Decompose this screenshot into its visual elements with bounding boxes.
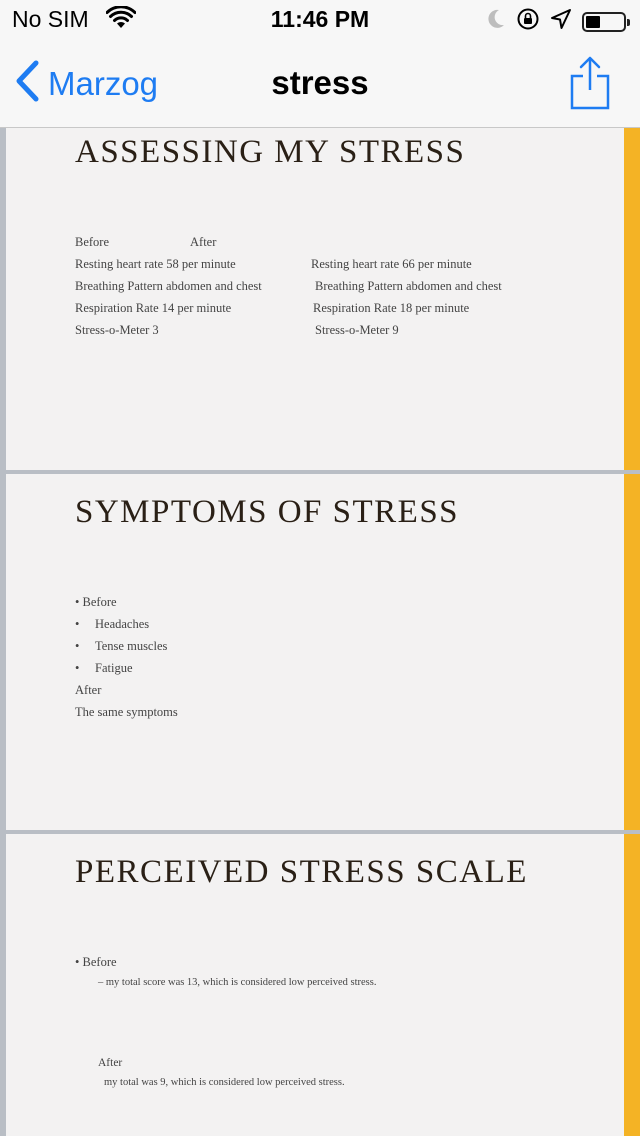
before-respiration-rate: Respiration Rate 14 per minute bbox=[75, 301, 232, 315]
back-button-label: Marzog bbox=[48, 64, 159, 102]
symptom-item: • Fatigue bbox=[75, 661, 133, 675]
page-title: stress bbox=[271, 64, 369, 101]
before-label: • Before bbox=[75, 595, 117, 609]
symptom-item: • Tense muscles bbox=[75, 639, 168, 653]
after-breathing-pattern: Breathing Pattern abdomen and chest bbox=[315, 279, 502, 293]
after-label: After bbox=[98, 1057, 123, 1069]
after-text: my total was 9, which is considered low perceived stress. bbox=[104, 1077, 345, 1088]
nav-bar bbox=[0, 40, 640, 128]
accent-bar bbox=[624, 128, 640, 470]
slide-title: SYMPTOMS OF STRESS bbox=[75, 494, 460, 530]
accent-bar bbox=[624, 834, 640, 1136]
after-header: After bbox=[190, 235, 217, 249]
after-heart-rate: Resting heart rate 66 per minute bbox=[311, 257, 472, 271]
before-stress-meter: Stress-o-Meter 3 bbox=[75, 323, 159, 337]
clock: 11:46 PM bbox=[270, 6, 370, 32]
carrier-label: No SIM bbox=[12, 6, 89, 32]
slide-assessing-my-stress bbox=[6, 128, 624, 470]
after-respiration-rate: Respiration Rate 18 per minute bbox=[313, 301, 470, 315]
document-viewer[interactable] bbox=[0, 128, 640, 1136]
before-breathing-pattern: Breathing Pattern abdomen and chest bbox=[75, 279, 262, 293]
status-icons bbox=[486, 7, 626, 36]
moon-icon bbox=[486, 8, 506, 35]
slide-title: ASSESSING MY STRESS bbox=[75, 134, 466, 170]
rotation-lock-icon bbox=[516, 7, 540, 36]
slide-perceived-stress-scale bbox=[6, 834, 624, 1136]
battery-icon bbox=[582, 12, 626, 32]
before-label: • Before bbox=[75, 955, 117, 969]
slide-symptoms-of-stress bbox=[6, 474, 624, 830]
after-text: The same symptoms bbox=[75, 705, 178, 719]
slide-title: PERCEIVED STRESS SCALE bbox=[75, 854, 528, 890]
before-heart-rate: Resting heart rate 58 per minute bbox=[75, 257, 236, 271]
accent-bar bbox=[624, 474, 640, 830]
status-bar bbox=[0, 0, 640, 40]
symptom-item: • Headaches bbox=[75, 617, 150, 631]
after-label: After bbox=[75, 683, 102, 697]
share-button[interactable] bbox=[570, 56, 610, 115]
share-icon bbox=[570, 97, 610, 114]
location-arrow-icon bbox=[550, 8, 572, 35]
after-stress-meter: Stress-o-Meter 9 bbox=[315, 323, 399, 337]
before-header: Before bbox=[75, 235, 110, 249]
before-text: – my total score was 13, which is considered low perceived stress. bbox=[98, 977, 377, 988]
